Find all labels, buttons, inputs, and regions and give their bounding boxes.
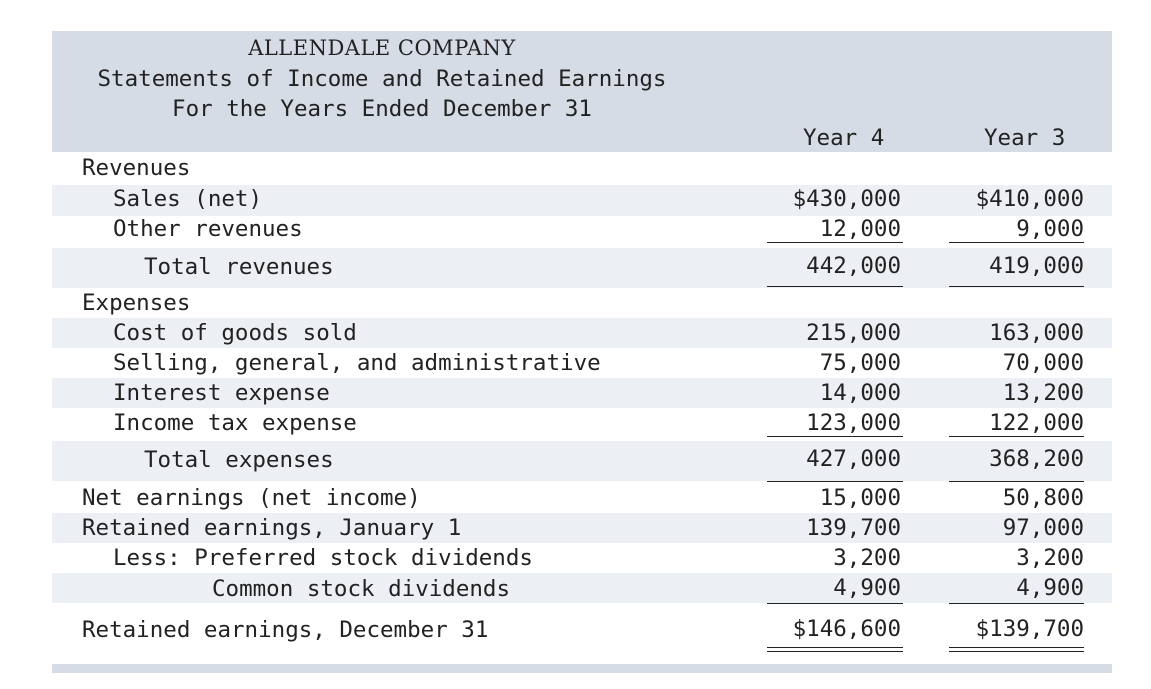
year-3-value: 3,200 xyxy=(1016,545,1084,571)
section-label: Expenses xyxy=(82,290,191,316)
row-label: Common stock dividends xyxy=(212,576,511,602)
row-label: Selling, general, and administrative xyxy=(113,350,601,376)
row-label: Retained earnings, December 31 xyxy=(82,617,489,643)
row-label: Net earnings (net income) xyxy=(82,485,421,511)
year-3-value: 163,000 xyxy=(989,320,1084,346)
section-label: Revenues xyxy=(82,155,191,181)
row-label: Total revenues xyxy=(144,254,334,280)
row-label: Interest expense xyxy=(113,380,330,406)
year-3-value: 419,000 xyxy=(989,253,1084,279)
year-3-value: 368,200 xyxy=(989,446,1084,472)
row-label: Retained earnings, January 1 xyxy=(82,515,462,541)
year-3-value: 13,200 xyxy=(1002,380,1084,406)
subtotal-rule xyxy=(767,436,903,437)
year-4-value: 12,000 xyxy=(819,216,901,242)
year-4-value: 123,000 xyxy=(806,410,901,436)
total-rule xyxy=(767,286,903,287)
total-rule xyxy=(949,286,1084,287)
double-total-rule xyxy=(767,647,903,652)
subtotal-rule xyxy=(949,603,1084,604)
subtotal-rule xyxy=(949,242,1084,243)
table-row xyxy=(52,441,1112,481)
row-label: Other revenues xyxy=(113,216,303,242)
subtotal-rule xyxy=(767,242,903,243)
year-3-value: 122,000 xyxy=(989,410,1084,436)
row-label: Income tax expense xyxy=(113,410,357,436)
table-row xyxy=(52,408,1112,438)
column-header-year-3: Year 3 xyxy=(984,125,1066,151)
year-3-value: 9,000 xyxy=(1016,216,1084,242)
table-row xyxy=(52,248,1112,288)
year-4-value: 4,900 xyxy=(833,575,901,601)
subtotal-rule xyxy=(767,603,903,604)
row-label: Sales (net) xyxy=(113,186,263,212)
table-row xyxy=(52,216,1112,244)
year-3-value: 97,000 xyxy=(1002,515,1084,541)
row-label: Total expenses xyxy=(144,447,334,473)
column-header-year-4: Year 4 xyxy=(803,125,885,151)
table-row xyxy=(52,483,1112,513)
double-total-rule xyxy=(949,647,1084,652)
year-4-value: $430,000 xyxy=(792,186,901,212)
table-row xyxy=(52,348,1112,378)
company-name: ALLENDALE COMPANY xyxy=(248,36,516,60)
table-row xyxy=(52,605,1112,649)
total-rule xyxy=(949,481,1084,482)
year-4-value: 75,000 xyxy=(819,350,901,376)
row-label: Cost of goods sold xyxy=(113,320,357,346)
row-label: Less: Preferred stock dividends xyxy=(113,545,533,571)
subtotal-rule xyxy=(949,436,1084,437)
year-3-value: 4,900 xyxy=(1016,575,1084,601)
year-4-value: 139,700 xyxy=(806,515,901,541)
year-4-value: 442,000 xyxy=(806,253,901,279)
table-row xyxy=(52,378,1112,408)
footer-band xyxy=(52,664,1112,673)
year-4-value: 15,000 xyxy=(819,485,901,511)
year-4-value: 3,200 xyxy=(833,545,901,571)
year-3-value: 70,000 xyxy=(1002,350,1084,376)
table-row xyxy=(52,185,1112,216)
statement-period: For the Years Ended December 31 xyxy=(172,96,592,122)
year-4-value: 427,000 xyxy=(806,446,901,472)
year-4-value: 14,000 xyxy=(819,380,901,406)
total-rule xyxy=(767,481,903,482)
financial-statement xyxy=(52,31,1112,673)
year-3-value: $410,000 xyxy=(975,186,1084,212)
table-row xyxy=(52,513,1112,543)
year-3-value: $139,700 xyxy=(975,616,1084,642)
table-row xyxy=(52,288,1112,318)
year-4-value: 215,000 xyxy=(806,320,901,346)
year-4-value: $146,600 xyxy=(792,616,901,642)
table-row xyxy=(52,318,1112,348)
table-row xyxy=(52,543,1112,573)
year-3-value: 50,800 xyxy=(1002,485,1084,511)
table-row xyxy=(52,573,1112,603)
statement-title: Statements of Income and Retained Earnings xyxy=(97,66,667,92)
table-row xyxy=(52,152,1112,185)
